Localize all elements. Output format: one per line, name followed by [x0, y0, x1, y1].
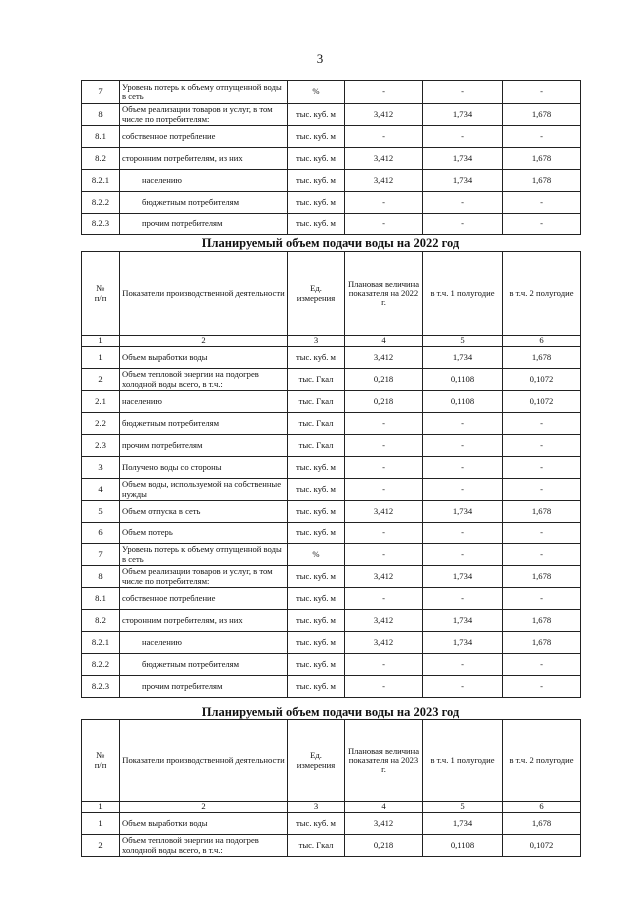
- plan-value-cell: 3,412: [345, 501, 423, 523]
- row-number-cell: 8.2.3: [82, 214, 120, 235]
- row-number-cell: 4: [82, 479, 120, 501]
- first-half-cell: 0,1108: [423, 835, 503, 857]
- second-half-cell: 1,678: [503, 501, 581, 523]
- row-number-cell: 8: [82, 104, 120, 126]
- indicator-cell: населению: [120, 170, 288, 192]
- indicator-cell: собственное потребление: [120, 126, 288, 148]
- plan-value-cell: 3,412: [345, 347, 423, 369]
- plan-value-cell: -: [345, 676, 423, 698]
- table-row: [82, 81, 581, 104]
- plan-value-cell: -: [345, 214, 423, 235]
- first-half-cell: -: [423, 523, 503, 544]
- col-number: 1: [82, 802, 120, 813]
- indicator-cell: Объем выработки воды: [120, 813, 288, 835]
- table-row: [82, 170, 581, 192]
- table-row: [82, 610, 581, 632]
- first-half-cell: -: [423, 413, 503, 435]
- first-half-cell: -: [423, 676, 503, 698]
- indicator-cell: сторонним потребителям, из них: [120, 610, 288, 632]
- table-row: [82, 347, 581, 369]
- row-number-cell: 8.2: [82, 148, 120, 170]
- indicator-cell: населению: [120, 391, 288, 413]
- header-unit: Ед. измерения: [288, 720, 345, 802]
- plan-value-cell: 3,412: [345, 148, 423, 170]
- second-half-cell: -: [503, 214, 581, 235]
- plan-value-cell: 3,412: [345, 610, 423, 632]
- row-number-cell: 1: [82, 813, 120, 835]
- table-row: [82, 654, 581, 676]
- row-number-cell: 5: [82, 501, 120, 523]
- plan-value-cell: 3,412: [345, 632, 423, 654]
- first-half-cell: 1,734: [423, 148, 503, 170]
- table-row: [82, 104, 581, 126]
- unit-cell: тыс. куб. м: [288, 566, 345, 588]
- row-number-cell: 2.3: [82, 435, 120, 457]
- plan-value-cell: -: [345, 479, 423, 501]
- indicator-cell: населению: [120, 632, 288, 654]
- table-row: [82, 835, 581, 857]
- unit-cell: тыс. куб. м: [288, 347, 345, 369]
- plan-value-cell: 3,412: [345, 170, 423, 192]
- plan-value-cell: 0,218: [345, 369, 423, 391]
- first-half-cell: 0,1108: [423, 369, 503, 391]
- row-number-cell: 6: [82, 523, 120, 544]
- row-number-cell: 8.1: [82, 126, 120, 148]
- plan-value-cell: 3,412: [345, 566, 423, 588]
- indicator-cell: Уровень потерь к объему отпущенной воды в сеть: [120, 81, 288, 104]
- row-number-cell: 7: [82, 544, 120, 566]
- col-number: 5: [423, 336, 503, 347]
- first-half-cell: -: [423, 214, 503, 235]
- row-number-cell: 8.2.3: [82, 676, 120, 698]
- plan-value-cell: 0,218: [345, 835, 423, 857]
- unit-cell: тыс. куб. м: [288, 654, 345, 676]
- indicator-cell: бюджетным потребителям: [120, 654, 288, 676]
- indicator-cell: Объем потерь: [120, 523, 288, 544]
- second-half-cell: 1,678: [503, 170, 581, 192]
- unit-cell: тыс. куб. м: [288, 148, 345, 170]
- first-half-cell: 1,734: [423, 501, 503, 523]
- col-number: 6: [503, 336, 581, 347]
- first-half-cell: -: [423, 654, 503, 676]
- table-row: [82, 214, 581, 235]
- unit-cell: тыс. куб. м: [288, 588, 345, 610]
- header-second-half: в т.ч. 2 полугодие: [503, 720, 581, 802]
- indicator-cell: прочим потребителям: [120, 214, 288, 235]
- unit-cell: тыс. Гкал: [288, 413, 345, 435]
- table-row: [82, 369, 581, 391]
- indicator-cell: Объем выработки воды: [120, 347, 288, 369]
- indicator-cell: бюджетным потребителям: [120, 413, 288, 435]
- second-half-cell: -: [503, 654, 581, 676]
- indicator-cell: бюджетным потребителям: [120, 192, 288, 214]
- first-half-cell: 1,734: [423, 566, 503, 588]
- second-half-cell: -: [503, 523, 581, 544]
- first-half-cell: 1,734: [423, 632, 503, 654]
- row-number-cell: 1: [82, 347, 120, 369]
- unit-cell: тыс. куб. м: [288, 479, 345, 501]
- row-number-cell: 8.2.2: [82, 192, 120, 214]
- column-number-row: [82, 336, 581, 347]
- unit-cell: тыс. куб. м: [288, 214, 345, 235]
- second-half-cell: 0,1072: [503, 835, 581, 857]
- first-half-cell: -: [423, 588, 503, 610]
- plan-value-cell: 0,218: [345, 391, 423, 413]
- plan-value-cell: -: [345, 192, 423, 214]
- second-half-cell: -: [503, 126, 581, 148]
- section-title-2023: Планируемый объем подачи воды на 2023 год: [201, 705, 460, 719]
- plan-value-cell: -: [345, 654, 423, 676]
- unit-cell: тыс. куб. м: [288, 501, 345, 523]
- row-number-cell: 8.2.1: [82, 170, 120, 192]
- header-second-half: в т.ч. 2 полугодие: [503, 252, 581, 336]
- unit-cell: тыс. куб. м: [288, 676, 345, 698]
- second-half-cell: 1,678: [503, 813, 581, 835]
- table-row: [82, 479, 581, 501]
- table-row: [82, 523, 581, 544]
- table-header-row: [82, 720, 581, 802]
- first-half-cell: -: [423, 479, 503, 501]
- second-half-cell: -: [503, 192, 581, 214]
- row-number-cell: 8.1: [82, 588, 120, 610]
- table-row: [82, 813, 581, 835]
- second-half-cell: 0,1072: [503, 391, 581, 413]
- row-number-cell: 8.2.2: [82, 654, 120, 676]
- unit-cell: тыс. куб. м: [288, 632, 345, 654]
- indicator-cell: прочим потребителям: [120, 676, 288, 698]
- row-number-cell: 2.1: [82, 391, 120, 413]
- indicator-cell: Объем реализации товаров и услуг, в том числе по потребителям:: [120, 566, 288, 588]
- column-number-row: [82, 802, 581, 813]
- col-number: 2: [120, 802, 288, 813]
- indicator-cell: Объем тепловой энергии на подогрев холодной воды всего, в т.ч.:: [120, 835, 288, 857]
- first-half-cell: 1,734: [423, 347, 503, 369]
- plan-value-cell: 3,412: [345, 104, 423, 126]
- table-row: [82, 192, 581, 214]
- first-half-cell: -: [423, 81, 503, 104]
- unit-cell: %: [288, 544, 345, 566]
- second-half-cell: 1,678: [503, 347, 581, 369]
- unit-cell: тыс. куб. м: [288, 610, 345, 632]
- unit-cell: тыс. куб. м: [288, 192, 345, 214]
- second-half-cell: 0,1072: [503, 369, 581, 391]
- second-half-cell: 1,678: [503, 566, 581, 588]
- table-row: [82, 457, 581, 479]
- table-row: [82, 544, 581, 566]
- header-number: № п/п: [82, 720, 120, 802]
- second-half-cell: 1,678: [503, 632, 581, 654]
- second-half-cell: 1,678: [503, 610, 581, 632]
- col-number: 6: [503, 802, 581, 813]
- table-row: [82, 676, 581, 698]
- row-number-cell: 2: [82, 835, 120, 857]
- indicator-cell: собственное потребление: [120, 588, 288, 610]
- unit-cell: тыс. куб. м: [288, 126, 345, 148]
- section-title-2022: Планируемый объем подачи воды на 2022 год: [201, 236, 460, 250]
- plan-value-cell: 3,412: [345, 813, 423, 835]
- table-row: [82, 566, 581, 588]
- header-first-half: в т.ч. 1 полугодие: [423, 252, 503, 336]
- row-number-cell: 2.2: [82, 413, 120, 435]
- table-row: [82, 126, 581, 148]
- second-half-cell: -: [503, 544, 581, 566]
- row-number-cell: 7: [82, 81, 120, 104]
- table-row: [82, 435, 581, 457]
- plan-value-cell: -: [345, 126, 423, 148]
- first-half-cell: 1,734: [423, 813, 503, 835]
- header-unit: Ед. измерения: [288, 252, 345, 336]
- table-row: [82, 632, 581, 654]
- second-half-cell: 1,678: [503, 148, 581, 170]
- unit-cell: тыс. куб. м: [288, 457, 345, 479]
- table-row: [82, 501, 581, 523]
- table-row: [82, 391, 581, 413]
- unit-cell: %: [288, 81, 345, 104]
- first-half-cell: 1,734: [423, 170, 503, 192]
- second-half-cell: -: [503, 81, 581, 104]
- first-half-cell: 1,734: [423, 104, 503, 126]
- header-first-half: в т.ч. 1 полугодие: [423, 720, 503, 802]
- table-row: [82, 588, 581, 610]
- table-row: [82, 148, 581, 170]
- unit-cell: тыс. Гкал: [288, 435, 345, 457]
- second-half-cell: -: [503, 413, 581, 435]
- col-number: 3: [288, 802, 345, 813]
- unit-cell: тыс. куб. м: [288, 813, 345, 835]
- header-number: № п/п: [82, 252, 120, 336]
- row-number-cell: 2: [82, 369, 120, 391]
- col-number: 4: [345, 802, 423, 813]
- unit-cell: тыс. куб. м: [288, 104, 345, 126]
- second-half-cell: -: [503, 676, 581, 698]
- indicator-cell: Объем реализации товаров и услуг, в том числе по потребителям:: [120, 104, 288, 126]
- col-number: 3: [288, 336, 345, 347]
- plan-value-cell: -: [345, 457, 423, 479]
- plan-value-cell: -: [345, 413, 423, 435]
- row-number-cell: 3: [82, 457, 120, 479]
- table-header-row: [82, 252, 581, 336]
- indicator-cell: сторонним потребителям, из них: [120, 148, 288, 170]
- col-number: 2: [120, 336, 288, 347]
- first-half-cell: -: [423, 457, 503, 479]
- page-number: 3: [316, 51, 324, 66]
- header-indicator: Показатели производственной деятельности: [120, 252, 288, 336]
- unit-cell: тыс. куб. м: [288, 523, 345, 544]
- unit-cell: тыс. Гкал: [288, 835, 345, 857]
- header-plan-value: Плановая величина показателя на 2023 г.: [345, 720, 423, 802]
- second-half-cell: -: [503, 457, 581, 479]
- second-half-cell: -: [503, 588, 581, 610]
- col-number: 5: [423, 802, 503, 813]
- second-half-cell: -: [503, 479, 581, 501]
- plan-value-cell: -: [345, 523, 423, 544]
- indicator-cell: Уровень потерь к объему отпущенной воды в сеть: [120, 544, 288, 566]
- first-half-cell: -: [423, 126, 503, 148]
- plan-value-cell: -: [345, 435, 423, 457]
- continuation-table: [81, 80, 581, 235]
- first-half-cell: -: [423, 435, 503, 457]
- unit-cell: тыс. Гкал: [288, 391, 345, 413]
- indicator-cell: прочим потребителям: [120, 435, 288, 457]
- plan-value-cell: -: [345, 588, 423, 610]
- first-half-cell: -: [423, 544, 503, 566]
- plan-value-cell: -: [345, 81, 423, 104]
- col-number: 1: [82, 336, 120, 347]
- row-number-cell: 8.2: [82, 610, 120, 632]
- plan-value-cell: -: [345, 544, 423, 566]
- header-plan-value: Плановая величина показателя на 2022 г.: [345, 252, 423, 336]
- first-half-cell: 0,1108: [423, 391, 503, 413]
- second-half-cell: -: [503, 435, 581, 457]
- indicator-cell: Объем отпуска в сеть: [120, 501, 288, 523]
- table-row: [82, 413, 581, 435]
- row-number-cell: 8.2.1: [82, 632, 120, 654]
- row-number-cell: 8: [82, 566, 120, 588]
- indicator-cell: Объем воды, используемой на собственные нужды: [120, 479, 288, 501]
- unit-cell: тыс. Гкал: [288, 369, 345, 391]
- second-half-cell: 1,678: [503, 104, 581, 126]
- plan-table-2023: [81, 719, 581, 857]
- header-indicator: Показатели производственной деятельности: [120, 720, 288, 802]
- col-number: 4: [345, 336, 423, 347]
- first-half-cell: -: [423, 192, 503, 214]
- first-half-cell: 1,734: [423, 610, 503, 632]
- plan-table-2022: [81, 251, 581, 698]
- unit-cell: тыс. куб. м: [288, 170, 345, 192]
- indicator-cell: Объем тепловой энергии на подогрев холодной воды всего, в т.ч.:: [120, 369, 288, 391]
- indicator-cell: Получено воды со стороны: [120, 457, 288, 479]
